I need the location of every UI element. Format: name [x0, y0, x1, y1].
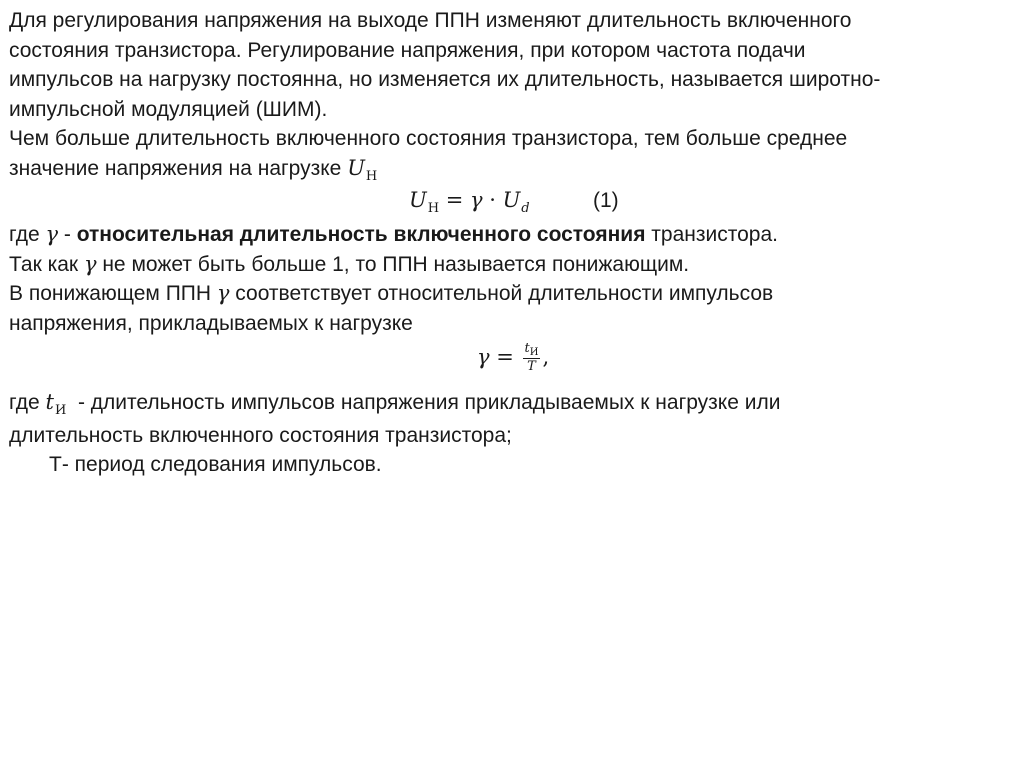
- gamma-symbol: γ: [216, 281, 230, 305]
- text-line: импульсов на нагрузку постоянна, но изменяется их длительность, называется широтно-: [9, 68, 881, 91]
- eq2-numerator-subscript: И: [529, 347, 539, 358]
- eq1-lhs: U: [409, 188, 427, 212]
- text-line: Чем больше длительность включенного состояния транзистора, тем больше среднее: [9, 127, 848, 150]
- eq1-rhs: U: [502, 188, 521, 212]
- equation-1-formula: [409, 186, 530, 219]
- text-line: напряжения, прикладываемых к нагрузке: [9, 311, 413, 335]
- equation-2-formula: [477, 342, 549, 374]
- eq2-numerator: [523, 342, 541, 359]
- text-fragment: -: [58, 223, 77, 246]
- eq2-comma: ,: [542, 345, 550, 370]
- text-line: [9, 154, 1015, 187]
- text-fragment: соответствует относительной длительности импульсов: [229, 282, 774, 305]
- text-line: состояния транзистора. Регулирование напряжения, при котором частота подачи: [9, 38, 806, 62]
- eq2-equals: =: [489, 345, 521, 370]
- gamma-symbol: γ: [83, 251, 97, 276]
- text-fragment: не может быть больше 1, то ППН называется понижающим.: [96, 252, 690, 276]
- slide-content: [9, 6, 1015, 480]
- text-fragment: транзистора.: [645, 223, 778, 246]
- text-line: [9, 388, 1015, 421]
- text-line: [9, 279, 1015, 309]
- eq1-dot: ·: [482, 188, 503, 212]
- eq1-rhs-subscript: d: [521, 201, 530, 216]
- bold-term: относительная длительность включенного состояния: [76, 223, 646, 246]
- ti-subscript: И: [54, 403, 67, 418]
- equation-2: [9, 338, 1015, 388]
- eq1-lhs-subscript: Н: [427, 201, 440, 216]
- gamma-symbol: γ: [45, 222, 59, 246]
- eq2-denominator: T: [527, 359, 536, 374]
- voltage-load-subscript: Н: [365, 168, 378, 184]
- ti-symbol: t: [45, 390, 54, 414]
- text-line: [9, 220, 1015, 250]
- text-fragment: значение напряжения на нагрузке: [9, 156, 348, 180]
- equation-number: (1): [593, 189, 619, 212]
- text-fragment: где: [9, 391, 46, 414]
- text-line: Т- период следования импульсов.: [49, 453, 382, 476]
- eq1-gamma: γ: [470, 188, 483, 212]
- eq2-fraction: [523, 342, 541, 374]
- voltage-load-symbol: U: [347, 155, 365, 180]
- eq2-lhs: γ: [477, 345, 490, 370]
- text-line: длительность включенного состояния транзистора;: [9, 423, 512, 447]
- text-line: Для регулирования напряжения на выходе ППН изменяют длительность включенного: [9, 9, 852, 32]
- text-fragment: - длительность импульсов напряжения прикладываемых к нагрузке или: [66, 391, 781, 414]
- text-fragment: В понижающем ППН: [9, 282, 217, 305]
- text-line: [9, 250, 1015, 280]
- text-line: импульсной модуляцией (ШИМ).: [9, 97, 328, 121]
- text-fragment: Так как: [9, 252, 84, 276]
- equation-1: [9, 186, 1015, 220]
- text-fragment: где: [9, 223, 46, 246]
- eq1-equals: =: [439, 188, 470, 212]
- eq2-numerator-symbol: t: [524, 341, 530, 356]
